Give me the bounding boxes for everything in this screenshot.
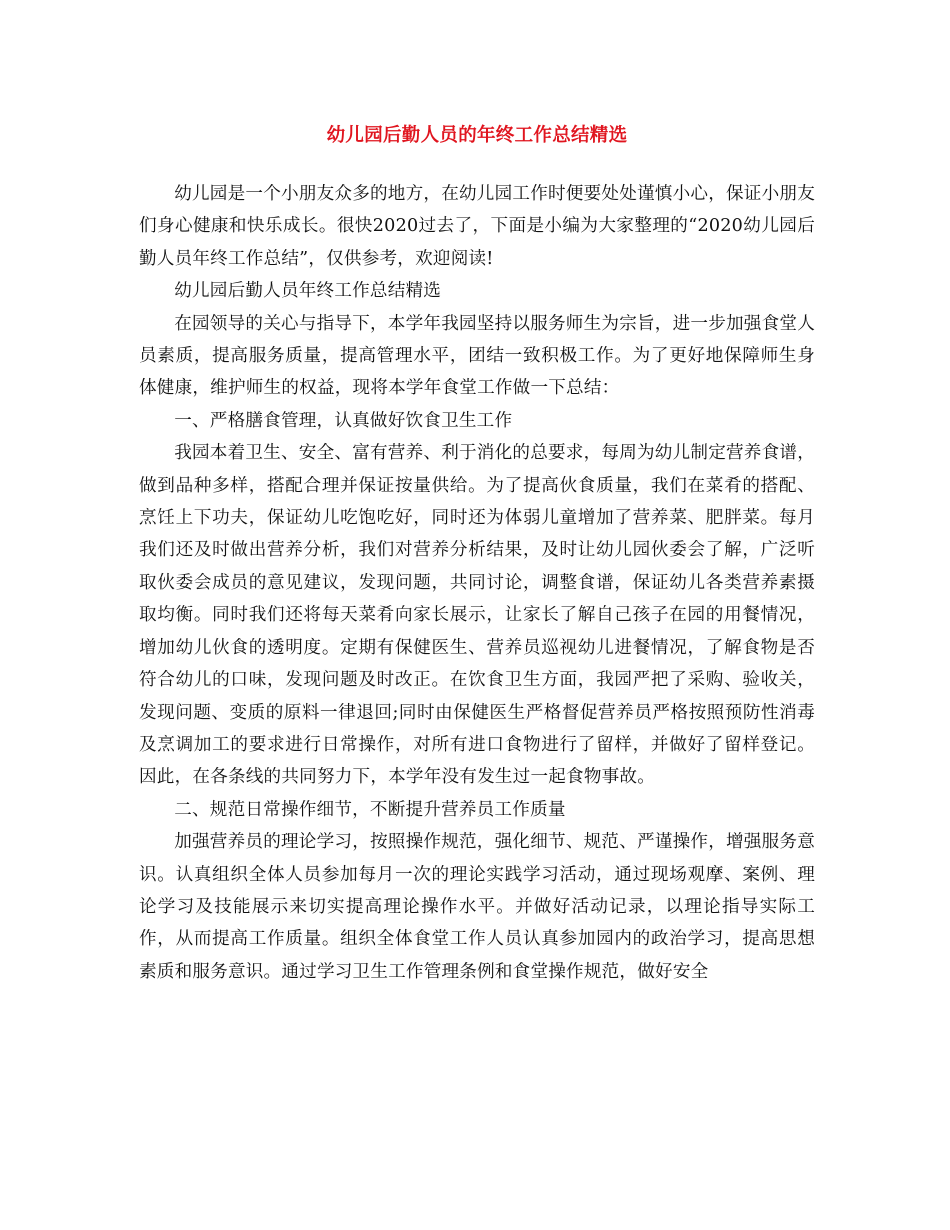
- intro-paragraph: 幼儿园是一个小朋友众多的地方，在幼儿园工作时便要处处谨慎小心，保证小朋友们身心健康和快乐成长。很快2020过去了，下面是小编为大家整理的“2020幼儿园后勤人员年终工作总结”，仅供参考，欢迎阅读!: [139, 184, 815, 269]
- document-title: 幼儿园后勤人员的年终工作总结精选: [326, 125, 628, 146]
- section-1-paragraph: 我园本着卫生、安全、富有营养、利于消化的总要求，每周为幼儿制定营养食谱，做到品种多样，搭配合理并保证按量供给。为了提高伙食质量，我们在菜肴的搭配、烹饪上下功夫，保证幼儿吃饱吃好，同时还为体弱儿童增加了营养菜、肥胖菜。每月我们还及时做出营养分析，我们对营养分析结果，及时让幼儿园伙委会了解，广泛听取伙委会成员的意见建议，发现问题，共同讨论，调整食谱，保证幼儿各类营养素摄取均衡。同时我们还将每天菜肴向家长展示，让家长了解自己孩子在园的用餐情况，增加幼儿伙食的透明度。定期有保健医生、营养员巡视幼儿进餐情况，了解食物是否符合幼儿的口味，发现问题及时改正。在饮食卫生方面，我园严把了采购、验收关，发现问题、变质的原料一律退回;同时由保健医生严格督促营养员严格按照预防性消毒及烹调加工的要求进行日常操作，对所有进口食物进行了留样，并做好了留样登记。因此，在各条线的共同努力下，本学年没有发生过一起食物事故。: [139, 443, 815, 788]
- section-heading-1: 一、严格膳食管理，认真做好饮食卫生工作: [174, 410, 513, 431]
- overview-paragraph: 在园领导的关心与指导下，本学年我园坚持以服务师生为宗旨，进一步加强食堂人员素质，提高服务质量，提高管理水平，团结一致积极工作。为了更好地保障师生身体健康，维护师生的权益，现将本学年食堂工作做一下总结：: [139, 313, 815, 399]
- section-heading-2: 二、规范日常操作细节，不断提升营养员工作质量: [174, 799, 566, 820]
- section-2-paragraph: 加强营养员的理论学习，按照操作规范，强化细节、规范、严谨操作，增强服务意识。认真组织全体人员参加每月一次的理论实践学习活动，通过现场观摩、案例、理论学习及技能展示来切实提高理论操作水平。并做好活动记录，以理论指导实际工作，从而提高工作质量。组织全体食堂工作人员认真参加园内的政治学习，提高思想素质和服务意识。通过学习卫生工作管理条例和食堂操作规范，做好安全: [139, 832, 815, 982]
- subtitle-paragraph: 幼儿园后勤人员年终工作总结精选: [174, 281, 442, 302]
